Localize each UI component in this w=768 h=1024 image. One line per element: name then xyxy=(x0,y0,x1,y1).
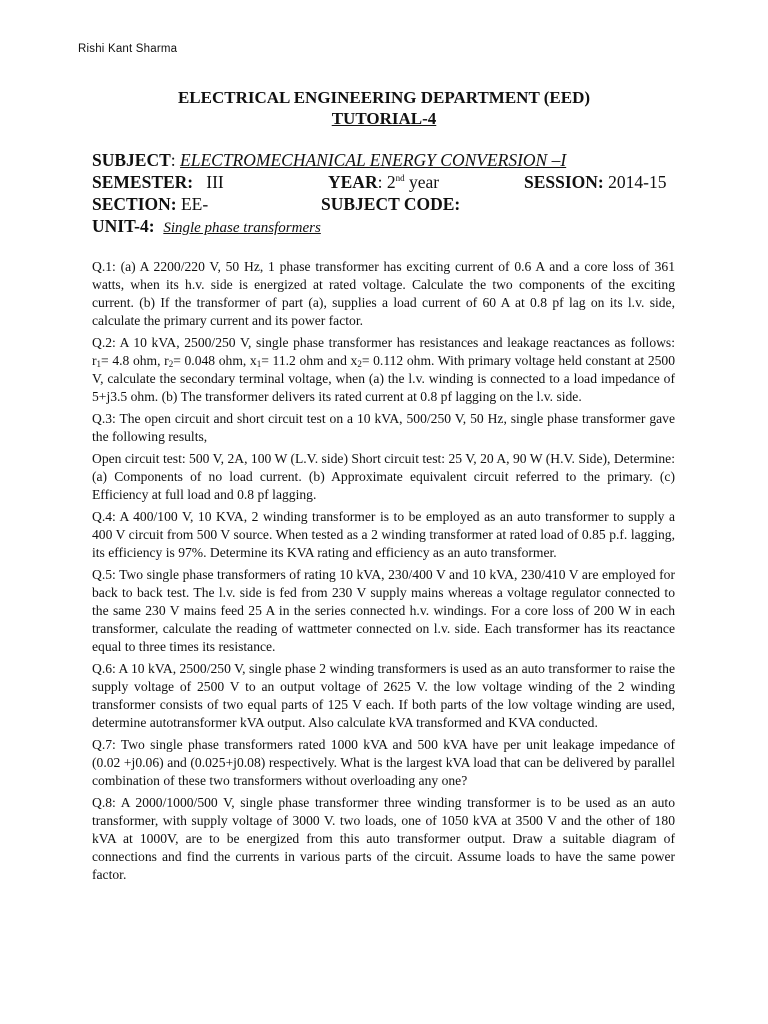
question-3-tests: Open circuit test: 500 V, 2A, 100 W (L.V. side) Short circuit test: 25 V, 20 A, 90 W (H.V. Side), Determine: (a) Components of no load current. (b) Approximate equivalent circuit referred to the primary. (c) Efficiency at full load and 0.8 pf lagging. xyxy=(92,451,675,502)
semester-value: III xyxy=(206,172,224,192)
question-5: Q.5: Two single phase transformers of rating 10 kVA, 230/400 V and 10 kVA, 230/410 V are employed for back to back test. The l.v. side is fed from 230 V supply mains whereas a voltage regulator connected to the same 230 V mains feed 25 A in the series connected h.v. windings. For a core loss of 200 W in each transformer, calculate the reading of wattmeter connected on l.v. side. Each transformer has its reactance equal to three times its resistance. xyxy=(92,567,675,654)
year-label: YEAR xyxy=(328,172,378,192)
question-2-sub-1: 1 xyxy=(96,359,102,369)
unit-label: UNIT-4: xyxy=(92,216,155,236)
tutorial-title: TUTORIAL-4 xyxy=(331,109,437,128)
question-2-text-a: Q.2: A 10 kVA, 2500/250 V, single phase transformer has resistances and leakage reactances as follows: r xyxy=(92,335,675,368)
year-value-rest: year xyxy=(404,172,440,192)
question-2-sub-4: 2 xyxy=(357,359,362,369)
question-6: Q.6: A 10 kVA, 2500/250 V, single phase 2 winding transformers is used as an auto transformer to raise the supply voltage of 2500 V to an output voltage of 2625 V. the low voltage winding of the 2 winding transformer consists of two equal parts of 125 V each. If both parts of the low voltage winding are used, determine autotransformer kVA output. Also calculate kVA transformed and KVA conducted. xyxy=(92,661,675,730)
semester-label: SEMESTER: xyxy=(92,172,194,192)
question-2-text-d: = 11.2 ohm and x xyxy=(261,353,358,368)
unit-value: Single phase transformers xyxy=(163,220,321,236)
question-2-text-e: = 0.112 ohm. With primary voltage held constant at 2500 V, calculate the secondary terminal voltage, when (a) the l.v. winding is connected to a load impedance of 5+j3.5 ohm. (b) The transformer delivers its rated current at 0.8 pf lagging on the l.v. side. xyxy=(92,353,676,404)
session-label: SESSION: xyxy=(524,172,604,192)
question-2-sub-2: 2 xyxy=(168,359,174,369)
question-1: Q.1: (a) A 2200/220 V, 50 Hz, 1 phase transformer has exciting current of 0.6 A and a core loss of 361 watts, when its h.v. side is energized at rated voltage. Calculate the two components of the exciting current. (b) If the transformer of part (a), supplies a load current of 60 A at 0.8 pf lag on its l.v. side, calculate the primary current and its power factor. xyxy=(92,259,675,328)
question-2-sub-3: 1 xyxy=(256,359,262,369)
question-4: Q.4: A 400/100 V, 10 KVA, 2 winding transformer is to be employed as an auto transformer to supply a 400 V circuit from 500 V source. When tested as a 2 winding transformer at rated load of 0.85 p.f. lagging, its efficiency is 97%. Determine its KVA rating and efficiency as an auto transformer. xyxy=(92,509,675,560)
subject-code-label: SUBJECT CODE: xyxy=(321,194,461,214)
section-value: EE- xyxy=(180,194,209,214)
question-8: Q.8: A 2000/1000/500 V, single phase transformer three winding transformer is to be used as an auto transformer, with supply voltage of 3000 V. two loads, one of 1050 kVA at 3500 V and the other of 180 kVA at 1000V, are to be energized from this auto transformer output. Draw a suitable diagram of connections and find the currents in various parts of the circuit. Assume loads to have the same power factor. xyxy=(92,795,675,882)
year-value-num: 2 xyxy=(386,172,396,192)
department-title: ELECTRICAL ENGINEERING DEPARTMENT (EED) xyxy=(177,88,591,107)
question-7: Q.7: Two single phase transformers rated 1000 kVA and 500 kVA have per unit leakage impedance of (0.02 +j0.06) and (0.025+j0.08) respectively. What is the largest kVA load that can be delivered by parallel combination of these two transformers without overloading any one? xyxy=(92,737,675,788)
question-2-text-b: = 4.8 ohm, r xyxy=(101,353,169,368)
questions-list xyxy=(92,258,675,888)
subject-label: SUBJECT xyxy=(92,150,171,170)
author-name: Rishi Kant Sharma xyxy=(78,43,178,55)
section-label: SECTION: xyxy=(92,194,177,214)
year-value-sup: nd xyxy=(395,173,405,184)
session-value: 2014-15 xyxy=(608,172,667,192)
unit-line xyxy=(92,216,321,237)
question-2-text-c: = 0.048 ohm, x xyxy=(173,353,257,368)
question-3: Q.3: The open circuit and short circuit test on a 10 kVA, 500/250 V, 50 Hz, single phase transformer gave the following results, xyxy=(92,411,675,444)
subject-line: SUBJECT: ELECTROMECHANICAL ENERGY CONVERSION –I xyxy=(92,150,567,170)
question-2 xyxy=(92,334,675,406)
subject-value: ELECTROMECHANICAL ENERGY CONVERSION –I xyxy=(180,150,567,170)
